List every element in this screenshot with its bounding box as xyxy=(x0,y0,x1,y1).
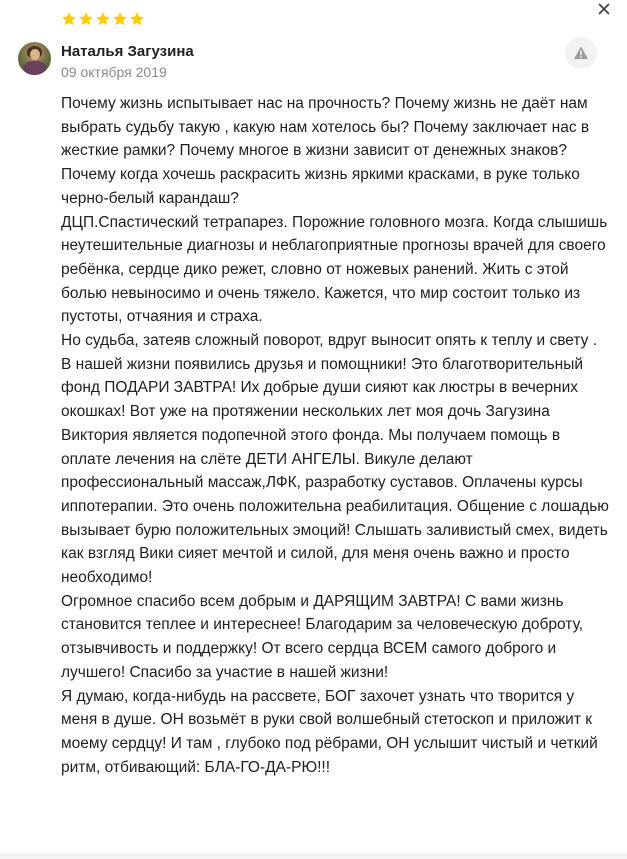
review-author xyxy=(18,42,194,81)
review-paragraph: Я думаю, когда-нибудь на рассвете, БОГ захочет узнать что творится у меня в душе. ОН возьмёт в руки свой волшебный стетоскоп и приложит к моему сердцу! И там , глубоко под рёбрами, ОН услышит чистый и четкий ритм, отбивающий: БЛА-ГО-ДА-РЮ!!! xyxy=(61,687,598,776)
report-button[interactable] xyxy=(565,37,597,69)
star-icon xyxy=(129,11,145,27)
star-icon xyxy=(78,11,94,27)
review-date: 09 октября 2019 xyxy=(61,64,167,80)
star-icon xyxy=(95,11,111,27)
review-text xyxy=(61,92,609,779)
rating-stars xyxy=(61,11,145,27)
star-icon xyxy=(61,11,77,27)
star-icon xyxy=(112,11,128,27)
review-paragraph: ДЦП.Спастический тетрапарез. Порожние головного мозга. Когда слышишь неутешительные диагнозы и неблагоприятные прогнозы врачей для своего ребёнка, сердце дико режет, словно от ножевых ранений. Жить с этой болью невыносимо и очень тяжело. Кажется, что мир состоит только из пустоты, отчаяния и страха. xyxy=(61,213,608,326)
author-name[interactable]: Наталья Загузина xyxy=(61,43,194,60)
close-icon xyxy=(595,0,613,18)
review-paragraph: Почему жизнь испытывает нас на прочность? Почему жизнь не даёт нам выбрать судьбу такую , какую нам хотелось бы? Почему заключает нас в жесткие рамки? Почему многое в жизни зависит от денежных знаков? Почему когда хочешь раскрасить жизнь яркими красками, в руке только черно-белый карандаш? xyxy=(61,95,590,207)
avatar[interactable] xyxy=(18,42,51,75)
review-paragraph: Огромное спасибо всем добрым и ДАРЯЩИМ ЗАВТРА! С вами жизнь становится теплее и интереснее! Благодарим за человеческую доброту, отзывчивость и поддержку! От всего сердца ВСЕМ самого доброго и лучшего! Спасибо за участие в нашей жизни! xyxy=(61,592,584,681)
warning-icon xyxy=(573,45,589,61)
close-button[interactable] xyxy=(595,0,613,18)
divider xyxy=(0,853,627,859)
review-paragraph: Но судьба, затеяв сложный поворот, вдруг выносит опять к теплу и свету . В нашей жизни появились друзья и помощники! Это благотворительный фонд ПОДАРИ ЗАВТРА! Их добрые души сияют как люстры в вечерних окошках! Вот уже на протяжении нескольких лет моя дочь Загузина Виктория является подопечной этого фонда. Мы получаем помощь в оплате лечения на слёте ДЕТИ АНГЕЛЫ. Викуле делают профессиональный массаж,ЛФК, разработку суставов. Оплачены курсы иппотерапии. Это очень положительна реабилитация. Общение с лошадью вызывает бурю положительных эмоций! Слышать заливистый смех, видеть как взгляд Вики сияет мечтой и силой, для меня очень важно и просто необходимо! xyxy=(61,332,609,587)
